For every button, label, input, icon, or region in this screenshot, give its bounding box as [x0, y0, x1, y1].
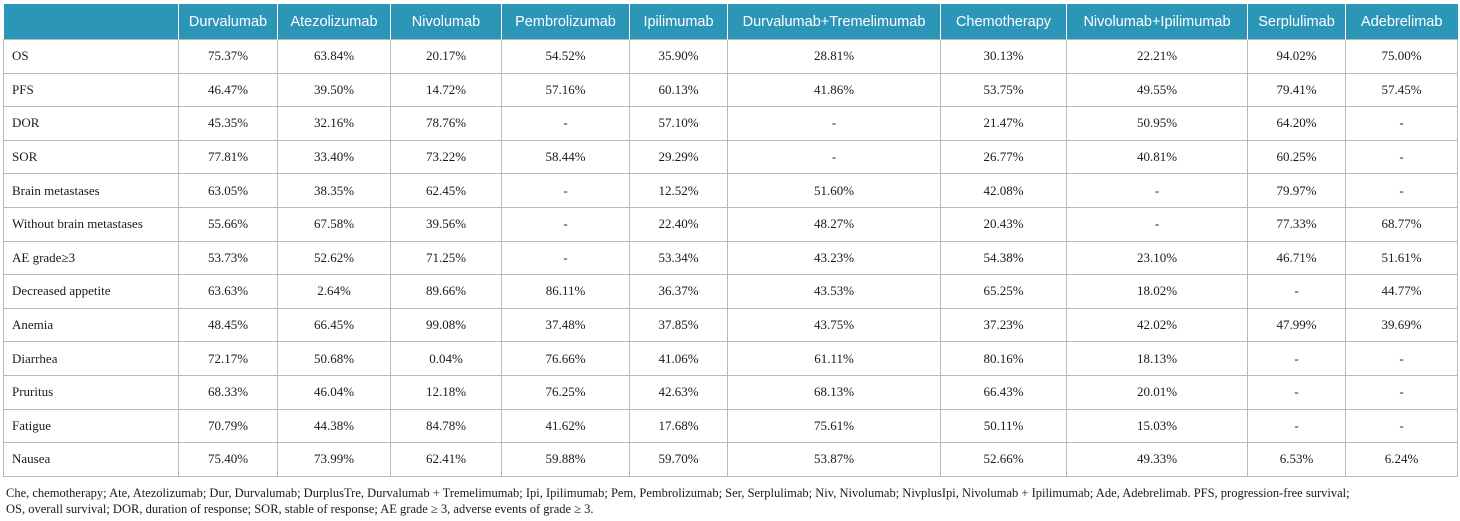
table-row: [4, 73, 1458, 107]
table-cell: 52.62%: [278, 241, 391, 275]
table-row: [4, 375, 1458, 409]
table-cell: 99.08%: [391, 308, 502, 342]
table-cell: 41.06%: [630, 342, 728, 376]
table-cell: 17.68%: [630, 409, 728, 443]
row-label: Without brain metastases: [4, 207, 179, 241]
table-cell: 68.33%: [179, 375, 278, 409]
table-cell: 44.38%: [278, 409, 391, 443]
table-cell: 14.72%: [391, 73, 502, 107]
table-cell: 29.29%: [630, 140, 728, 174]
row-label: AE grade≥3: [4, 241, 179, 275]
table-cell: 66.43%: [941, 375, 1067, 409]
table-cell: 54.38%: [941, 241, 1067, 275]
row-label: Brain metastases: [4, 174, 179, 208]
row-label: Anemia: [4, 308, 179, 342]
table-body: [4, 40, 1458, 477]
table-cell: 76.25%: [502, 375, 630, 409]
table-row: [4, 107, 1458, 141]
table-cell: 48.27%: [728, 207, 941, 241]
header-cell: Durvalumab+Tremelimumab: [728, 4, 941, 40]
table-cell: 53.34%: [630, 241, 728, 275]
row-label: Fatigue: [4, 409, 179, 443]
table-cell: 28.81%: [728, 40, 941, 74]
table-cell: 65.25%: [941, 275, 1067, 309]
table-cell: 22.21%: [1067, 40, 1248, 74]
footnote-line-1: Che, chemotherapy; Ate, Atezolizumab; Dur, Durvalumab; DurplusTre, Durvalumab + Tremelimumab; Ipi, Ipilimumab; Pem, Pembrolizumab; Ser, Serplulimab; Niv, Nivolumab; NivplusIpi, Nivolumab + Ipilimumab; Ade, Adebrelimab. PFS, progression-free survival;: [6, 485, 1350, 500]
table-cell: 20.17%: [391, 40, 502, 74]
table-cell: -: [1248, 409, 1346, 443]
table-cell: 40.81%: [1067, 140, 1248, 174]
table-cell: -: [1346, 140, 1458, 174]
table-cell: 52.66%: [941, 443, 1067, 477]
header-cell: Nivolumab+Ipilimumab: [1067, 4, 1248, 40]
table-cell: -: [1067, 207, 1248, 241]
table-cell: 39.50%: [278, 73, 391, 107]
table-cell: 63.05%: [179, 174, 278, 208]
table-cell: 42.08%: [941, 174, 1067, 208]
table-cell: 41.86%: [728, 73, 941, 107]
table-cell: 55.66%: [179, 207, 278, 241]
table-cell: 75.00%: [1346, 40, 1458, 74]
table-cell: 60.25%: [1248, 140, 1346, 174]
table-row: [4, 241, 1458, 275]
table-cell: 59.88%: [502, 443, 630, 477]
table-cell: 47.99%: [1248, 308, 1346, 342]
table-cell: 58.44%: [502, 140, 630, 174]
table-cell: 50.11%: [941, 409, 1067, 443]
table-cell: -: [502, 107, 630, 141]
table-cell: 75.40%: [179, 443, 278, 477]
table-row: [4, 140, 1458, 174]
table-cell: 39.69%: [1346, 308, 1458, 342]
table-cell: 37.23%: [941, 308, 1067, 342]
table-cell: 21.47%: [941, 107, 1067, 141]
table-cell: 48.45%: [179, 308, 278, 342]
table-cell: 60.13%: [630, 73, 728, 107]
table-cell: 62.41%: [391, 443, 502, 477]
table-cell: 51.61%: [1346, 241, 1458, 275]
table-cell: 20.43%: [941, 207, 1067, 241]
table-cell: 77.33%: [1248, 207, 1346, 241]
table-cell: -: [1248, 375, 1346, 409]
table-cell: 43.23%: [728, 241, 941, 275]
table-cell: 59.70%: [630, 443, 728, 477]
table-cell: 33.40%: [278, 140, 391, 174]
table-cell: 49.33%: [1067, 443, 1248, 477]
table-cell: 54.52%: [502, 40, 630, 74]
table-cell: 77.81%: [179, 140, 278, 174]
table-cell: 0.04%: [391, 342, 502, 376]
table-cell: 36.37%: [630, 275, 728, 309]
table-cell: 38.35%: [278, 174, 391, 208]
table-cell: 78.76%: [391, 107, 502, 141]
table-cell: 32.16%: [278, 107, 391, 141]
table-cell: 66.45%: [278, 308, 391, 342]
table-cell: 49.55%: [1067, 73, 1248, 107]
table-cell: 57.16%: [502, 73, 630, 107]
table-cell: -: [1346, 375, 1458, 409]
footnote-line-2: OS, overall survival; DOR, duration of response; SOR, stable of response; AE grade ≥ 3, adverse events of grade ≥ 3.: [6, 501, 594, 516]
table-cell: 72.17%: [179, 342, 278, 376]
table-cell: 20.01%: [1067, 375, 1248, 409]
table-cell: -: [1248, 342, 1346, 376]
table-row: [4, 174, 1458, 208]
table-cell: -: [728, 140, 941, 174]
table-cell: -: [502, 207, 630, 241]
table-cell: -: [502, 241, 630, 275]
header-cell: Durvalumab: [179, 4, 278, 40]
row-label: Nausea: [4, 443, 179, 477]
header-row: [4, 4, 1458, 40]
table-row: [4, 207, 1458, 241]
table-cell: 86.11%: [502, 275, 630, 309]
table-cell: 84.78%: [391, 409, 502, 443]
table-cell: 46.71%: [1248, 241, 1346, 275]
table-cell: 51.60%: [728, 174, 941, 208]
table-cell: 53.73%: [179, 241, 278, 275]
header-cell: Nivolumab: [391, 4, 502, 40]
table-cell: 46.47%: [179, 73, 278, 107]
table-cell: -: [1346, 107, 1458, 141]
table-row: [4, 409, 1458, 443]
row-label: Diarrhea: [4, 342, 179, 376]
table-cell: 15.03%: [1067, 409, 1248, 443]
results-table: [3, 4, 1458, 477]
header-cell-corner: [4, 4, 179, 40]
table-cell: 63.63%: [179, 275, 278, 309]
table-row: [4, 40, 1458, 74]
table-cell: 35.90%: [630, 40, 728, 74]
row-label: Pruritus: [4, 375, 179, 409]
table-cell: 50.95%: [1067, 107, 1248, 141]
table-cell: 43.53%: [728, 275, 941, 309]
table-cell: 89.66%: [391, 275, 502, 309]
table-cell: 62.45%: [391, 174, 502, 208]
table-cell: 75.61%: [728, 409, 941, 443]
row-label: SOR: [4, 140, 179, 174]
table-cell: 37.48%: [502, 308, 630, 342]
table-cell: 79.97%: [1248, 174, 1346, 208]
table-cell: 63.84%: [278, 40, 391, 74]
header-cell: Chemotherapy: [941, 4, 1067, 40]
row-label: PFS: [4, 73, 179, 107]
table-cell: 80.16%: [941, 342, 1067, 376]
table-cell: 57.10%: [630, 107, 728, 141]
table-footnote: [6, 485, 1454, 517]
table-cell: 23.10%: [1067, 241, 1248, 275]
table-cell: 53.75%: [941, 73, 1067, 107]
table-cell: 71.25%: [391, 241, 502, 275]
table-cell: 2.64%: [278, 275, 391, 309]
header-cell: Pembrolizumab: [502, 4, 630, 40]
header-cell: Serplulimab: [1248, 4, 1346, 40]
table-cell: 73.99%: [278, 443, 391, 477]
table-cell: 68.13%: [728, 375, 941, 409]
table-cell: 61.11%: [728, 342, 941, 376]
table-cell: -: [1248, 275, 1346, 309]
table-cell: 57.45%: [1346, 73, 1458, 107]
row-label: OS: [4, 40, 179, 74]
table-cell: -: [1067, 174, 1248, 208]
table-cell: 50.68%: [278, 342, 391, 376]
table-cell: 94.02%: [1248, 40, 1346, 74]
table-row: [4, 443, 1458, 477]
table-row: [4, 342, 1458, 376]
table-cell: -: [1346, 342, 1458, 376]
header-cell: Atezolizumab: [278, 4, 391, 40]
table-cell: -: [1346, 174, 1458, 208]
row-label: Decreased appetite: [4, 275, 179, 309]
table-cell: 42.02%: [1067, 308, 1248, 342]
table-row: [4, 275, 1458, 309]
table-cell: 6.24%: [1346, 443, 1458, 477]
table-cell: 26.77%: [941, 140, 1067, 174]
table-cell: 42.63%: [630, 375, 728, 409]
table-cell: 18.02%: [1067, 275, 1248, 309]
table-cell: 12.52%: [630, 174, 728, 208]
table-cell: 64.20%: [1248, 107, 1346, 141]
table-cell: -: [502, 174, 630, 208]
table-cell: 12.18%: [391, 375, 502, 409]
table-cell: 30.13%: [941, 40, 1067, 74]
table-cell: 44.77%: [1346, 275, 1458, 309]
table-cell: 22.40%: [630, 207, 728, 241]
table-cell: -: [728, 107, 941, 141]
table-cell: 73.22%: [391, 140, 502, 174]
table-cell: 68.77%: [1346, 207, 1458, 241]
table-cell: 45.35%: [179, 107, 278, 141]
header-cell: Adebrelimab: [1346, 4, 1458, 40]
table-cell: 41.62%: [502, 409, 630, 443]
table-cell: -: [1346, 409, 1458, 443]
table-cell: 39.56%: [391, 207, 502, 241]
table-cell: 70.79%: [179, 409, 278, 443]
row-label: DOR: [4, 107, 179, 141]
table-cell: 46.04%: [278, 375, 391, 409]
table-cell: 79.41%: [1248, 73, 1346, 107]
header-cell: Ipilimumab: [630, 4, 728, 40]
table-cell: 67.58%: [278, 207, 391, 241]
table-cell: 37.85%: [630, 308, 728, 342]
table-header: [4, 4, 1458, 40]
table-cell: 43.75%: [728, 308, 941, 342]
table-row: [4, 308, 1458, 342]
table-cell: 6.53%: [1248, 443, 1346, 477]
table-cell: 75.37%: [179, 40, 278, 74]
table-cell: 53.87%: [728, 443, 941, 477]
table-cell: 18.13%: [1067, 342, 1248, 376]
table-cell: 76.66%: [502, 342, 630, 376]
